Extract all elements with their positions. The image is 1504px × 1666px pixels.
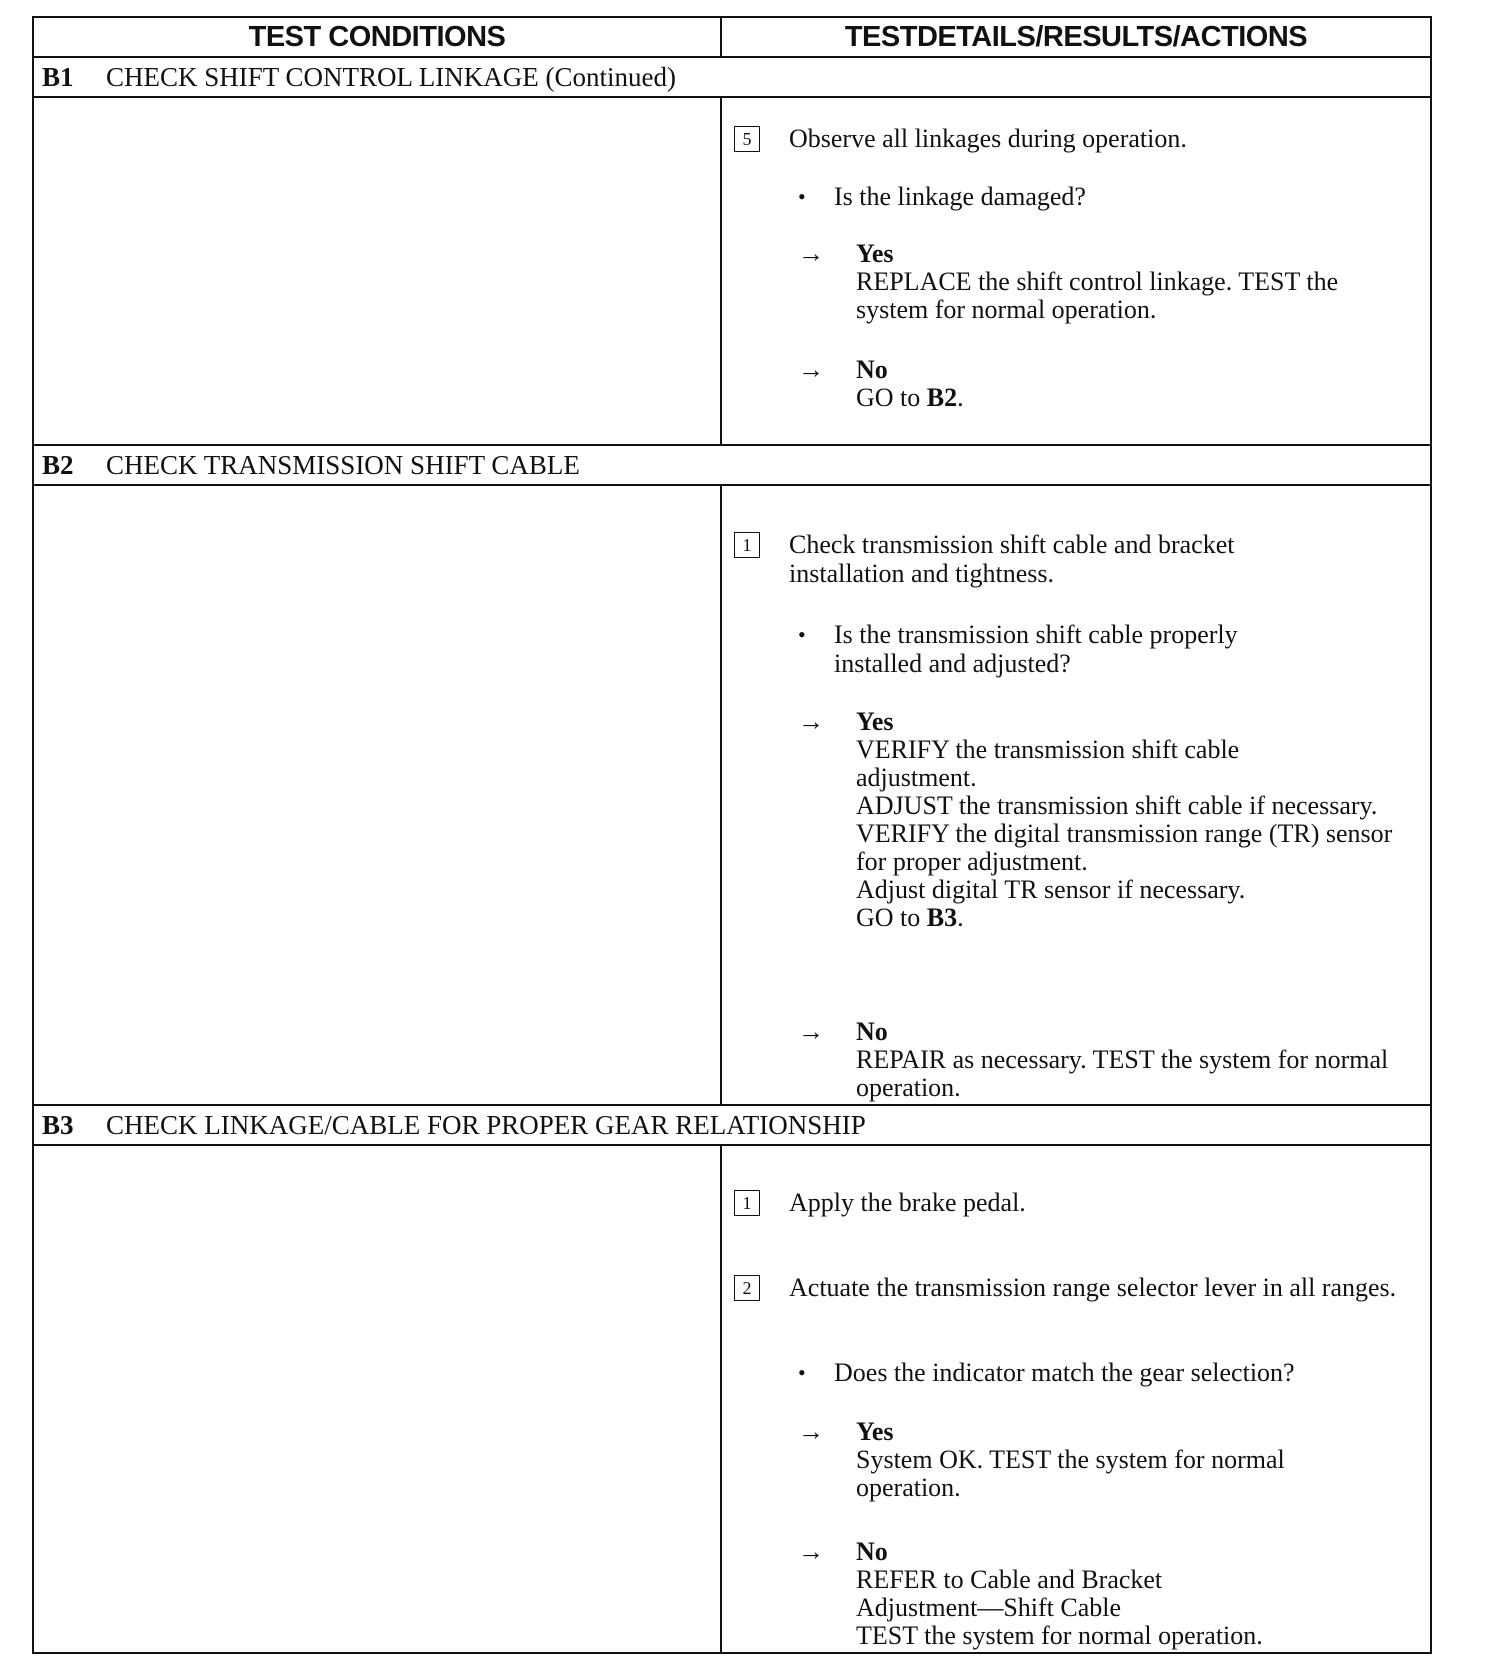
b1-no-prefix: GO to [856,383,927,412]
section-b3-details [722,1146,1430,1654]
b2-question-text: Is the transmission shift cable properly installed and adjusted? [834,620,1238,678]
b1-question-text: Is the linkage damaged? [834,182,1086,211]
b2-no-label: No [856,1017,888,1046]
b2-step-text: Check transmission shift cable and bracket installation and tightness. [789,530,1235,588]
b3-step2-text: Actuate the transmission range selector lever in all ranges. [789,1273,1397,1302]
b3-yes-text: System OK. TEST the system for normal operation. [856,1445,1285,1502]
b1-bullet-icon: • [798,184,806,209]
b2-yes-body [856,736,1401,932]
b1-step-text: Observe all linkages during operation. [789,124,1187,153]
section-b3-conditions [34,1146,722,1654]
b2-yes-goto-ref-link[interactable]: B3 [926,903,958,932]
section-b2-details [722,486,1430,1104]
table-header [34,18,1430,58]
b3-no-line2: TEST the system for normal operation. [856,1621,1263,1650]
b1-step-number: 5 [734,126,760,152]
b2-no-arrow-icon: → [798,1017,824,1046]
b1-no-text [856,384,1396,412]
b2-bullet-icon: • [798,622,806,647]
section-b2-heading: CHECK TRANSMISSION SHIFT CABLE [106,449,580,480]
section-b2-body [34,486,1430,1106]
b1-yes-text: REPLACE the shift control linkage. TEST the system for normal operation. [856,267,1339,324]
diagnostic-table [32,16,1432,1654]
b3-no-arrow-icon: → [798,1537,824,1566]
b3-yes-arrow-icon: → [798,1417,824,1446]
b3-question-text: Does the indicator match the gear selection? [834,1358,1295,1387]
b2-yes-label: Yes [856,707,894,736]
b3-step1-number: 1 [734,1190,760,1216]
section-b1-body [34,98,1430,446]
b1-yes-arrow-icon: → [798,239,824,268]
section-b3-title [34,1106,1430,1146]
b1-yes-label: Yes [856,239,894,268]
section-b1-code: B1 [42,61,74,92]
section-b3-body [34,1146,1430,1654]
b2-yes-goto [856,904,1401,932]
section-b1-heading: CHECK SHIFT CONTROL LINKAGE (Continued) [106,61,676,92]
b3-bullet-icon: • [798,1360,806,1385]
header-test-details: TESTDETAILS/RESULTS/ACTIONS [844,20,1308,53]
b2-yes-goto-suffix: . [957,903,964,932]
b1-no-suffix: . [957,383,964,412]
b2-yes-arrow-icon: → [798,707,824,736]
b1-no-arrow-icon: → [798,355,824,384]
b2-yes-line2: ADJUST the transmission shift cable if necessary. VERIFY the digital transmission range (TR) sensor for proper adjustment. [856,791,1393,876]
b1-no-ref-link[interactable]: B2 [926,383,958,412]
b3-no-label: No [856,1537,888,1566]
section-b2-title [34,446,1430,486]
section-b1-details [722,98,1430,444]
b2-step-number: 1 [734,532,760,558]
b3-no-line1: REFER to Cable and Bracket Adjustment—Shift Cable [856,1565,1163,1622]
b2-yes-line1: VERIFY the transmission shift cable adjustment. [856,735,1240,792]
section-b2-conditions [34,486,722,1104]
section-b3-code: B3 [42,1109,74,1140]
section-b1-title [34,58,1430,98]
b1-no-label: No [856,355,888,384]
b3-step2-number: 2 [734,1275,760,1301]
b2-no-text: REPAIR as necessary. TEST the system for normal operation. [856,1045,1389,1102]
b3-step1-text: Apply the brake pedal. [789,1188,1026,1217]
b3-no-body [856,1566,1356,1650]
b3-yes-label: Yes [856,1417,894,1446]
header-test-conditions: TEST CONDITIONS [34,18,722,56]
b2-yes-goto-prefix: GO to [856,903,927,932]
b2-yes-line3: Adjust digital TR sensor if necessary. [856,875,1246,904]
section-b2-code: B2 [42,449,74,480]
section-b3-heading: CHECK LINKAGE/CABLE FOR PROPER GEAR RELATIONSHIP [106,1109,866,1140]
section-b1-conditions [34,98,722,444]
